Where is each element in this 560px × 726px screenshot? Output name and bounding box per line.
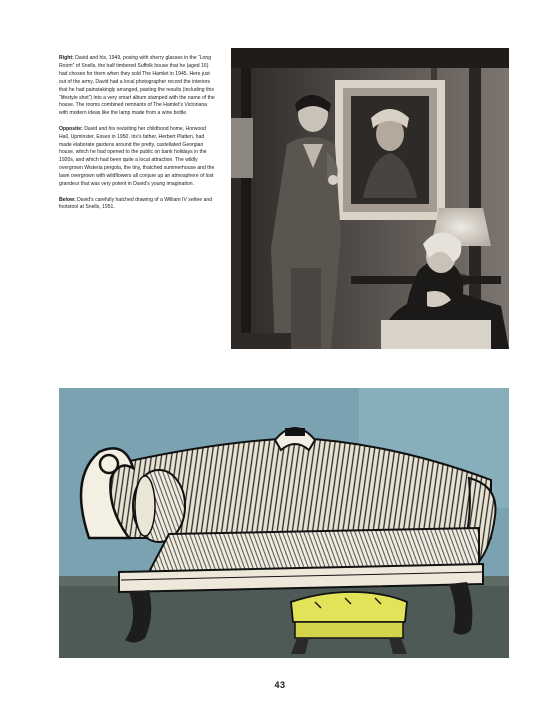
caption-lead: Below: xyxy=(59,196,76,203)
caption-lead: Opposite: xyxy=(59,125,83,132)
caption-text: David and his revisiting her childhood home, Horwood Hall, Upminster, Essex in 1950. Iris’s father, Herbert Platten, had made elaborate gardens around the pretty, castellated Georgian house, which he had opened to the public on bank holidays in the 1920s, and which had been quite a local attraction. The wildly overgrown Wisteria pergola, the tiny, thatched summerhouse and the lawn overgrown with wildflowers all conjure up an atmosphere of lost grandeur that was very potent in David’s young imagination. xyxy=(59,125,215,188)
caption-lead: Right: xyxy=(59,55,74,61)
caption-column xyxy=(59,55,217,220)
caption-below xyxy=(59,197,217,213)
photograph-illustration xyxy=(231,48,509,349)
caption-right xyxy=(59,55,217,118)
caption-text: David’s carefully hatched drawing of a William IV settee and footstool at Snells, 1951. xyxy=(59,196,213,211)
caption-opposite xyxy=(59,126,217,189)
settee-drawing xyxy=(59,388,509,658)
caption-text: David and his, 1949, posing with sherry glasses in the “Long Room” of Snells, the half timbered Suffolk house that he (aged 16) had chosen for them when they sold The Hamlet in 1945. Here just out of the army, David had a local photographer record the interiors that he had painstakingly arranged, pasting the results (including this “lifestyle shot”) into a very smart album stamped with the name of the house. The rooms combined remnants of The Hamlet’s Victoriana with modern ideas like the lamp made from a wine bottle. xyxy=(59,55,215,117)
page-number: 43 xyxy=(274,680,286,690)
settee-illustration xyxy=(59,388,509,658)
interior-photograph xyxy=(231,48,509,349)
